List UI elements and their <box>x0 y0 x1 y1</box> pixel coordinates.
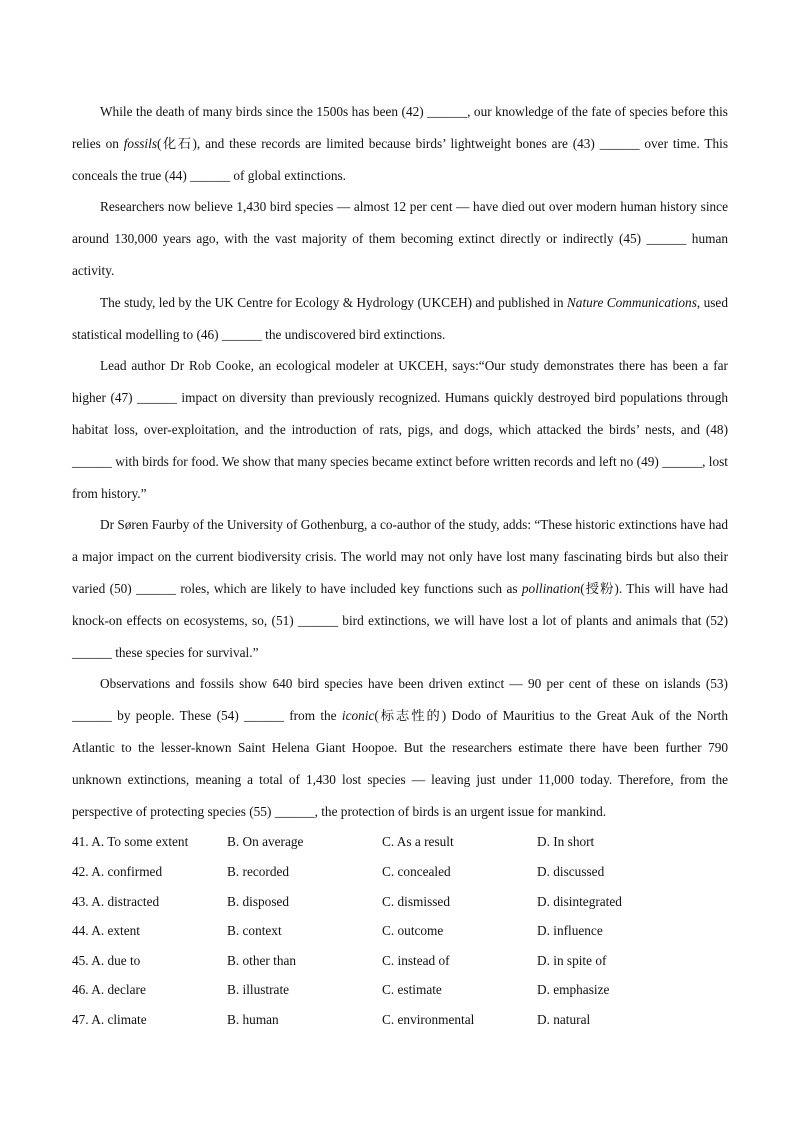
option-47-b: B. human <box>227 1011 279 1027</box>
option-43-a: 43. A. distracted <box>72 893 160 909</box>
option-47-a: 47. A. climate <box>72 1011 147 1027</box>
option-45-c: C. instead of <box>382 952 450 968</box>
paragraph-1 <box>72 96 728 191</box>
option-row-47 <box>72 1005 728 1035</box>
option-42-a: 42. A. confirmed <box>72 863 163 879</box>
option-row-46 <box>72 975 728 1005</box>
paragraph-1-text-b: (化石), and these records are limited because birds’ lightweight bones are (43) ______ over time. This conceals the true (44) ______ of global extinctions. <box>72 135 728 183</box>
option-43-d: D. disintegrated <box>537 893 622 909</box>
option-row-43 <box>72 887 728 917</box>
paragraph-6-italic: iconic <box>341 708 375 724</box>
paragraph-2: Researchers now believe 1,430 bird species — almost 12 per cent — have died out over modern human history since around 130,000 years ago, with the vast majority of them becoming extinct directly or indirectly (45) ______ human activity. <box>72 199 728 278</box>
paragraph-5-text-a: Dr Søren Faurby of the University of Gothenburg, a co-author of the study, adds: “These historic extinctions have had a major impact on the current biodiversity crisis. The world may not only have lost many fascinating birds but also their varied (50) ______ roles, which are likely to have included key functions such as <box>72 517 728 596</box>
option-41-d: D. In short <box>537 834 595 850</box>
paragraph-3-italic: Nature Communications <box>566 294 697 310</box>
paragraph-1-italic: fossils <box>123 135 157 151</box>
answer-options <box>72 827 728 1034</box>
option-46-a: 46. A. declare <box>72 982 146 998</box>
option-46-d: D. emphasize <box>537 982 610 998</box>
option-44-b: B. context <box>227 923 282 939</box>
option-42-b: B. recorded <box>227 863 290 879</box>
paragraph-5 <box>72 509 728 668</box>
option-44-c: C. outcome <box>382 923 444 939</box>
option-42-c: C. concealed <box>382 863 451 879</box>
paragraph-4: Lead author Dr Rob Cooke, an ecological modeler at UKCEH, says:“Our study demonstrates there has been a far higher (47) ______ impact on diversity than previously recognized. Humans quickly destroyed bird populations through habitat loss, over-exploitation, and the introduction of rats, pigs, and dogs, which attacked the birds’ nests, and (48) ______ with birds for food. We show that many species became extinct before written records and left no (49) ______, lost from history.” <box>72 358 728 501</box>
paragraph-6-text-b: (标志性的) Dodo of Mauritius to the Great Auk of the North Atlantic to the lesser-known Saint Helena Giant Hoopoe. But the researchers estimate there have been further 790 unknown extinctions, meaning a total of 1,430 lost species — leaving just under 11,000 today. Therefore, from the perspective of protecting species (55) ______, the protection of birds is an urgent issue for mankind. <box>72 708 728 819</box>
paragraph-6 <box>72 668 728 827</box>
paragraph-3 <box>72 287 728 351</box>
paragraph-6-text-a: Observations and fossils show 640 bird species have been driven extinct — 90 per cent of these on islands (53) ______ by people. These (54) ______ from the <box>72 676 728 724</box>
option-41-c: C. As a result <box>382 834 454 850</box>
option-row-45 <box>72 946 728 976</box>
paragraph-3-text-a: The study, led by the UK Centre for Ecology & Hydrology (UKCEH) and published in <box>100 294 567 310</box>
option-43-c: C. dismissed <box>382 893 450 909</box>
paragraph-1-text-a: While the death of many birds since the 1500s has been (42) ______, our knowledge of the fate of species before this relies on <box>72 104 728 151</box>
paragraph-5-italic: pollination <box>521 580 581 596</box>
option-44-a: 44. A. extent <box>72 923 140 939</box>
option-41-b: B. On average <box>227 834 304 850</box>
option-45-a: 45. A. due to <box>72 952 141 968</box>
option-44-d: D. influence <box>537 923 603 939</box>
option-47-d: D. natural <box>537 1011 591 1027</box>
option-45-d: D. in spite of <box>537 952 607 968</box>
option-row-41 <box>72 827 728 857</box>
option-46-b: B. illustrate <box>227 982 290 998</box>
option-47-c: C. environmental <box>382 1011 475 1027</box>
option-row-42 <box>72 857 728 887</box>
paragraph-3-text-b: , used statistical modelling to (46) ______ the undiscovered bird extinctions. <box>72 294 728 342</box>
option-41-a: 41. A. To some extent <box>72 834 189 850</box>
option-46-c: C. estimate <box>382 982 442 998</box>
paragraph-5-text-b: (授粉). This will have had knock-on effects on ecosystems, so, (51) ______ bird extinctions, we will have lost a lot of plants and animals that (52) ______ these species for survival.” <box>72 580 728 660</box>
option-42-d: D. discussed <box>537 863 605 879</box>
option-45-b: B. other than <box>227 952 297 968</box>
option-43-b: B. disposed <box>227 893 290 909</box>
option-row-44 <box>72 916 728 946</box>
